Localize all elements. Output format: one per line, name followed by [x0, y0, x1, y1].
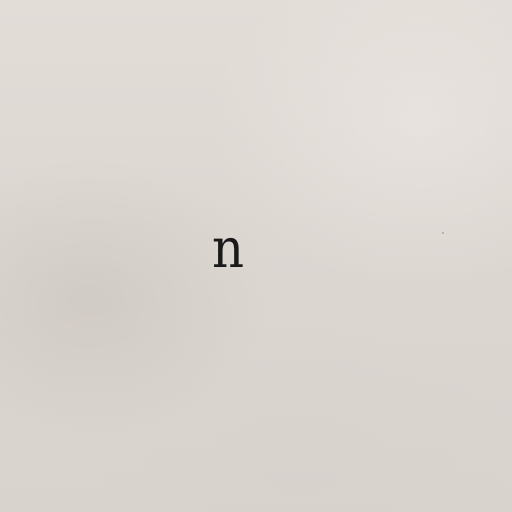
paper-speck	[442, 232, 444, 234]
printed-letter: n	[212, 217, 244, 280]
